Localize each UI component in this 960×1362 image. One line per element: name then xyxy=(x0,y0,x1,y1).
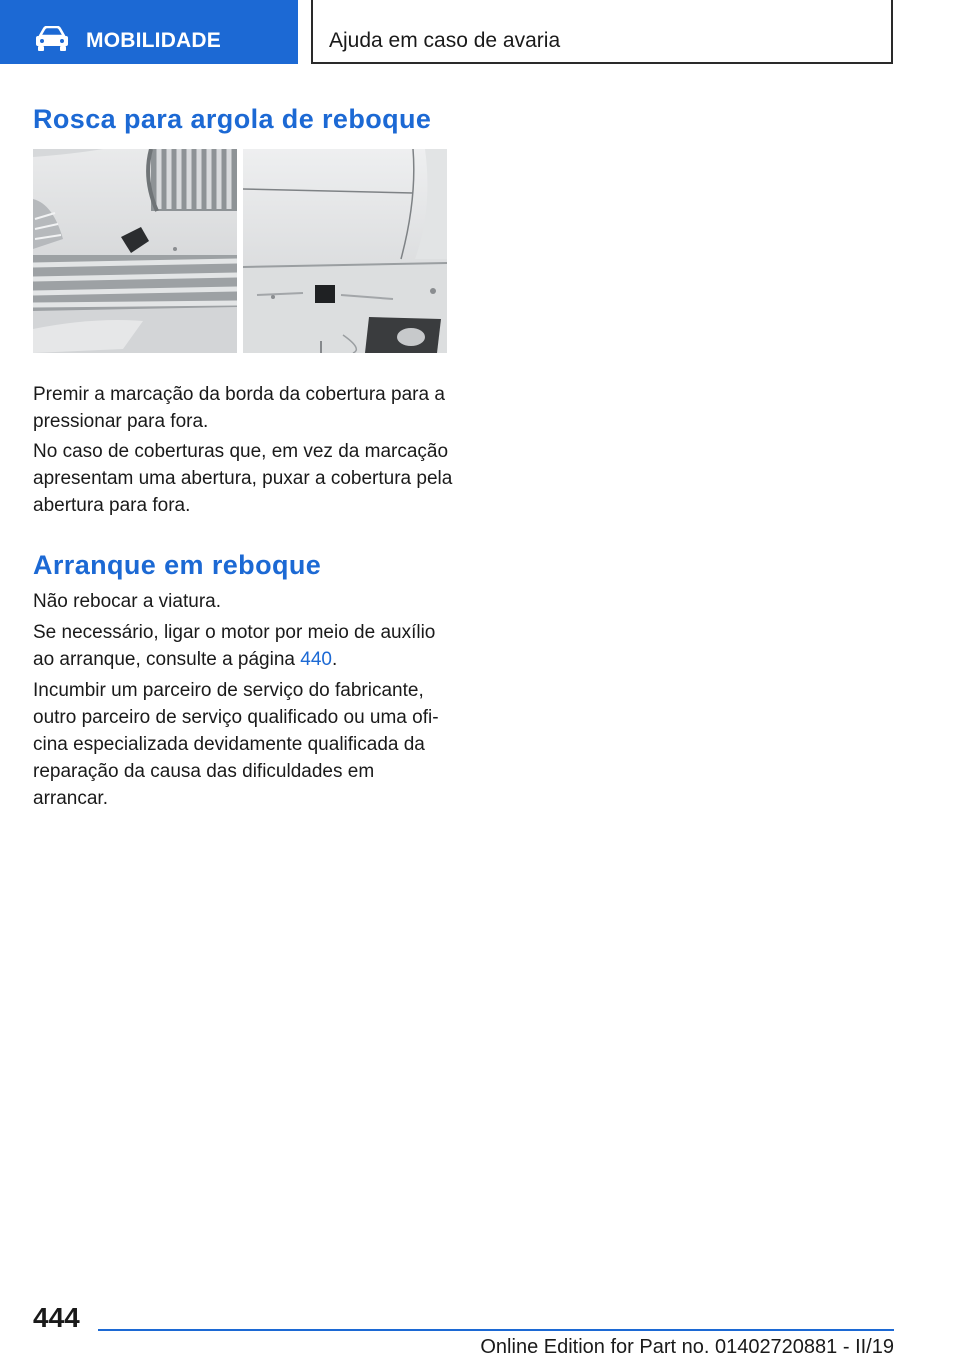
footer-edition: Online Edition for Part no. 01402720881 - II/19 xyxy=(480,1336,894,1358)
paragraph-jump-start xyxy=(33,619,453,673)
section-header xyxy=(311,0,893,64)
page-reference-link[interactable]: 440 xyxy=(300,649,332,670)
front-bumper-tow-eye-cover-photo xyxy=(33,149,237,353)
section-title: Ajuda em caso de avaria xyxy=(329,29,561,52)
page-number: 444 xyxy=(33,1302,80,1333)
paragraph-do-not-tow: Não rebocar a viatura. xyxy=(33,591,221,612)
heading-tow-eye-thread: Rosca para argola de reboque xyxy=(33,104,432,134)
chapter-tab[interactable] xyxy=(0,0,298,64)
paragraph-press-mark: Premir a marcação da borda da cobertura para a pressionar para fora. xyxy=(33,384,445,432)
paragraph-service-partner: Incumbir um parceiro de serviço do fabricante, outro parceiro de serviço qualificado ou uma oficina especializada devidamente qualificada da reparação da causa das dificuldades em arrancar. xyxy=(33,680,439,809)
paragraph-jump-start-end: . xyxy=(331,649,338,670)
car-icon xyxy=(34,26,70,52)
rear-bumper-tow-eye-cover-photo xyxy=(243,149,447,353)
chapter-tab-label: MOBILIDADE xyxy=(86,29,221,52)
paragraph-jump-start-text: Se necessário, ligar o motor por meio de auxílio ao arranque, consulte a página xyxy=(33,622,436,670)
paragraph-cover-opening: No caso de coberturas que, em vez da marcação apresentam uma abertura, puxar a cobertura pela abertura para fora. xyxy=(33,441,453,516)
heading-tow-start: Arranque em reboque xyxy=(33,550,322,580)
footer-divider xyxy=(98,1329,894,1331)
